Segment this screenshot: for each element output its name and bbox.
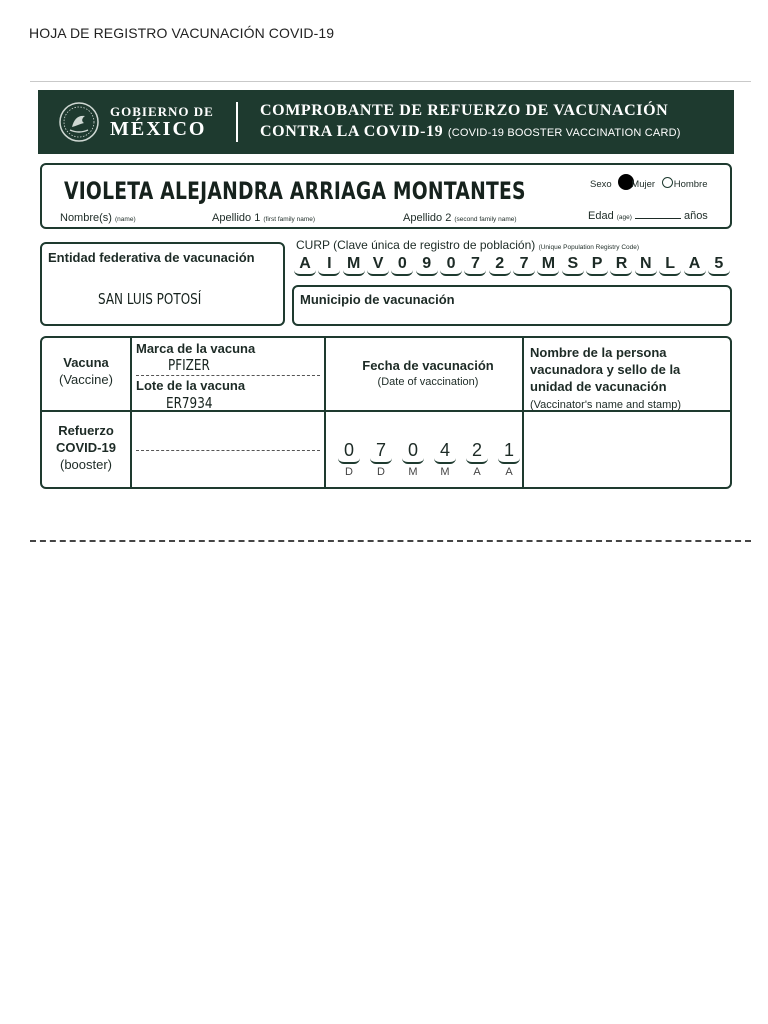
date-label-es: Fecha de vacunación	[362, 358, 494, 373]
curp-char: M	[537, 254, 559, 276]
male-radio	[662, 177, 673, 188]
age-label-en: (age)	[616, 214, 632, 221]
header-divider	[236, 102, 238, 142]
date-format-char: D	[345, 466, 353, 478]
lot-value: ER7934	[166, 394, 213, 412]
date-digit: 2	[466, 440, 488, 464]
vaccine-label-es: Vacuna	[63, 355, 109, 370]
age-label-es: Edad	[588, 210, 614, 222]
curp-label	[296, 238, 639, 252]
date-format-char: M	[408, 466, 418, 478]
curp-char: I	[318, 254, 340, 276]
booster-label-1: Refuerzo	[58, 423, 114, 438]
curp-char: 7	[513, 254, 535, 276]
vaccinator-line1: Nombre de la persona	[530, 345, 667, 360]
name-label-es: Nombre(s)	[60, 212, 112, 224]
male-label: Hombre	[673, 179, 708, 190]
date-digit: 0	[338, 440, 360, 464]
card-title-line2	[260, 123, 681, 141]
date-digit: 1	[498, 440, 520, 464]
lot-label: Lote de la vacuna	[136, 378, 246, 393]
card-title-subtitle: (COVID-19 BOOSTER VACCINATION CARD)	[447, 127, 681, 139]
date-label-en: (Date of vaccination)	[377, 376, 479, 388]
vaccine-table	[40, 336, 732, 489]
full-name-value: VIOLETA ALEJANDRA ARRIAGA MONTANTES	[64, 177, 526, 205]
curp-value	[294, 254, 730, 280]
entidad-value: SAN LUIS POTOSÍ	[98, 290, 202, 308]
brand-value: PFIZER	[168, 356, 210, 374]
municipio-label: Municipio de vacunación	[300, 292, 455, 307]
surname2-label-es: Apellido 2	[403, 212, 452, 224]
age-label	[588, 210, 708, 222]
date-format-hint	[338, 466, 520, 478]
curp-char: A	[294, 254, 316, 276]
vaccinator-label	[530, 344, 681, 414]
years-label: años	[683, 210, 708, 222]
table-col-divider	[130, 338, 132, 487]
brand-label: Marca de la vacuna	[136, 341, 256, 356]
vaccinator-line2: vacunadora y sello de la	[530, 362, 681, 377]
coat-of-arms-icon	[58, 101, 100, 143]
curp-label-en: (Unique Population Registry Code)	[538, 244, 640, 251]
date-digit: 0	[402, 440, 424, 464]
entidad-label: Entidad federativa de vacunación	[48, 250, 255, 265]
sex-label: Sexo	[590, 179, 612, 190]
curp-char: R	[610, 254, 632, 276]
vaccination-card	[38, 90, 734, 492]
entidad-section	[40, 242, 285, 326]
vaccine-label-en: (Vaccine)	[59, 372, 113, 387]
curp-char: S	[562, 254, 584, 276]
date-label	[330, 358, 526, 390]
age-blank	[635, 218, 681, 219]
curp-char: V	[367, 254, 389, 276]
curp-char: N	[635, 254, 657, 276]
card-title-line1: COMPROBANTE DE REFUERZO DE VACUNACIÓN	[260, 102, 669, 119]
booster-row-label	[42, 422, 130, 473]
date-format-char: M	[440, 466, 450, 478]
curp-char: 0	[391, 254, 413, 276]
card-title-main: CONTRA LA COVID-19	[260, 123, 444, 140]
surname2-label	[403, 212, 517, 224]
date-format-char: A	[473, 466, 481, 478]
vaccinator-label-en: (Vaccinator's name and stamp)	[530, 399, 682, 411]
surname2-label-en: (second family name)	[454, 216, 517, 223]
curp-char: 2	[489, 254, 511, 276]
booster-label-2: COVID-19	[56, 440, 116, 455]
curp-char: A	[684, 254, 706, 276]
date-digit: 7	[370, 440, 392, 464]
curp-char: 7	[464, 254, 486, 276]
surname1-label-es: Apellido 1	[212, 212, 261, 224]
curp-char: L	[659, 254, 681, 276]
name-label-en: (name)	[115, 216, 136, 223]
date-format-char: A	[505, 466, 513, 478]
curp-label-es: CURP (Clave única de registro de población)	[296, 238, 536, 252]
vaccinator-line3: unidad de vacunación	[530, 379, 667, 394]
top-divider	[30, 81, 751, 82]
booster-dotted-line	[136, 450, 320, 451]
card-header	[38, 90, 734, 154]
date-digit: 4	[434, 440, 456, 464]
gov-line2: MÉXICO	[110, 118, 207, 140]
sex-field	[590, 174, 708, 190]
page-title: HOJA DE REGISTRO VACUNACIÓN COVID-19	[29, 25, 335, 41]
table-col-divider	[324, 338, 326, 487]
curp-char: 5	[708, 254, 730, 276]
curp-char: P	[586, 254, 608, 276]
municipio-section	[292, 285, 732, 326]
female-label: Mujer	[631, 179, 656, 190]
booster-label-en: (booster)	[59, 457, 113, 472]
vaccine-row-label	[42, 354, 130, 388]
curp-char: 9	[416, 254, 438, 276]
curp-char: M	[343, 254, 365, 276]
name-label	[60, 212, 136, 224]
name-section	[40, 163, 732, 229]
brand-dotted-line	[136, 375, 320, 376]
cut-line	[30, 540, 751, 542]
surname1-label	[212, 212, 315, 224]
date-format-char: D	[377, 466, 385, 478]
surname1-label-en: (first family name)	[263, 216, 316, 223]
gov-line1: GOBIERNO DE	[110, 104, 214, 119]
vaccination-date-value	[338, 440, 520, 464]
curp-char: 0	[440, 254, 462, 276]
